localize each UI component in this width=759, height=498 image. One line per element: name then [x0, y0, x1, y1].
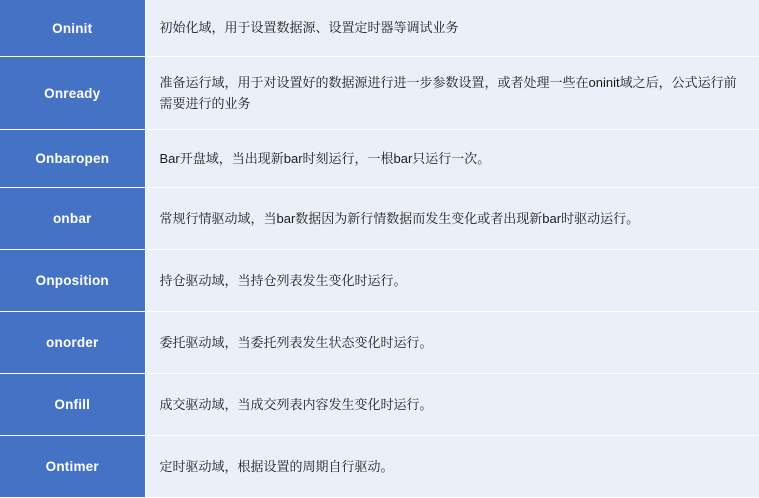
table-row — [0, 250, 759, 312]
domain-name-cell: Onready — [0, 57, 145, 130]
domain-name-cell: Ontimer — [0, 436, 145, 498]
domain-desc-cell: 常规行情驱动域，当bar数据因为新行情数据而发生变化或者出现新bar时驱动运行。 — [145, 188, 759, 250]
table-row — [0, 57, 759, 130]
table-row — [0, 0, 759, 57]
domain-name-cell: Onbaropen — [0, 130, 145, 188]
domain-desc-cell: 准备运行域，用于对设置好的数据源进行进一步参数设置，或者处理一些在oninit域之后，公式运行前需要进行的业务 — [145, 57, 759, 130]
table-row — [0, 188, 759, 250]
domain-desc-cell: 委托驱动域，当委托列表发生状态变化时运行。 — [145, 312, 759, 374]
table-row — [0, 374, 759, 436]
domain-desc-cell: Bar开盘域，当出现新bar时刻运行，一根bar只运行一次。 — [145, 130, 759, 188]
domain-desc-cell: 持仓驱动域，当持仓列表发生变化时运行。 — [145, 250, 759, 312]
table-row — [0, 436, 759, 498]
domain-name-cell: onbar — [0, 188, 145, 250]
domain-desc-cell: 定时驱动域，根据设置的周期自行驱动。 — [145, 436, 759, 498]
table-row — [0, 312, 759, 374]
domain-name-cell: Onposition — [0, 250, 145, 312]
domain-desc-cell: 成交驱动域，当成交列表内容发生变化时运行。 — [145, 374, 759, 436]
domain-desc-cell: 初始化域，用于设置数据源、设置定时器等调试业务 — [145, 0, 759, 57]
domain-name-cell: Oninit — [0, 0, 145, 57]
domain-name-cell: onorder — [0, 312, 145, 374]
domain-name-cell: Onfill — [0, 374, 145, 436]
table-row — [0, 130, 759, 188]
